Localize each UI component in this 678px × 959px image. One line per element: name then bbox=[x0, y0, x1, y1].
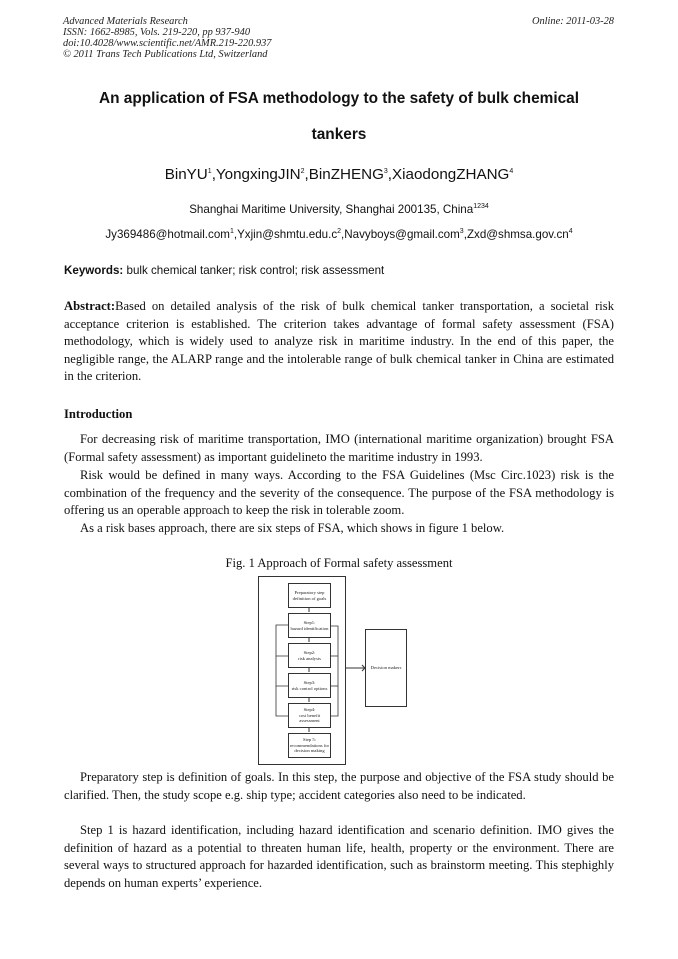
author-name: XiaodongZHANG bbox=[392, 166, 510, 183]
issn-line: ISSN: 1662-8985, Vols. 219-220, pp 937-940 bbox=[63, 27, 251, 38]
abstract-label: Abstract: bbox=[64, 299, 116, 313]
figure-caption: Fig. 1 Approach of Formal safety assessment bbox=[225, 556, 453, 570]
flow-step-3: Step3: risk control options bbox=[288, 673, 331, 698]
author-name: YongxingJIN bbox=[215, 166, 301, 183]
intro-paragraph-3: As a risk bases approach, there are six steps of FSA, which shows in figure 1 below. bbox=[80, 521, 505, 535]
keywords-label: Keywords: bbox=[64, 264, 124, 277]
abstract-text: Based on detailed analysis of the risk of bulk chemical tanker transportation, a societal risk acceptance criterion is established. The criterion takes advantage of formal safety assessment (FSA) methodology, which is widely used to analyze risk in maritime industry. In the end of this paper, the negligible range, the ALARP range and the intolerable range of bulk chemical tanker in China are estimated in the criterion. bbox=[64, 299, 614, 384]
paper-title-line-2: tankers bbox=[311, 126, 367, 143]
intro-paragraph-1: For decreasing risk of maritime transportation, IMO (international maritime organization) brought FSA (Formal safety assessment) as important guidelineto the maritime industry in 1993. bbox=[64, 432, 614, 464]
body-paragraph-2: Step 1 is hazard identification, including hazard identification and scenario definition. IMO gives the definition of hazard as a potential to threaten human life, health, property or the environment. There are several ways to structured approach for hazarded identification, such as brainstorm meeting. This stephighly depends on human experts’ experience. bbox=[64, 823, 614, 890]
email-address: Jy369486@hotmail.com bbox=[105, 228, 230, 241]
author-name: BinYU bbox=[164, 166, 208, 183]
flow-step-1: Step1: hazard identification bbox=[288, 613, 331, 638]
affiliation: Shanghai Maritime University, Shanghai 200135, China$^{1234}$ bbox=[189, 203, 489, 216]
keywords-text: bulk chemical tanker; risk control; risk assessment bbox=[126, 264, 385, 277]
paper-title-line-1: An application of FSA methodology to the safety of bulk chemical bbox=[98, 90, 579, 107]
introduction-heading: Introduction bbox=[64, 407, 133, 421]
flow-step-preparatory: Preparatory step definition of goals bbox=[288, 583, 331, 608]
author-list: BinYU$^1$,YongxingJIN$^2$,BinZHENG$^3$,XiaodongZHANG$^4$ bbox=[164, 166, 514, 183]
email-address: Navyboys@gmail.com bbox=[344, 228, 460, 241]
online-date: Online: 2011-03-28 bbox=[531, 16, 614, 27]
flow-step-5: Step 5: recommendations for decision making bbox=[288, 733, 331, 758]
flow-step-2: Step2: risk analysis bbox=[288, 643, 331, 668]
email-list: $Jy369486@hotmail.com^1,Yxjin@shmtu.edu.c^2,Navyboys@gmail.com^3,Zxd@shmsa.gov.cn^4$ bbox=[105, 228, 573, 241]
journal-name: Advanced Materials Research bbox=[63, 16, 188, 27]
journal-header bbox=[63, 16, 271, 60]
feedback-loop bbox=[331, 626, 338, 716]
copyright-line: © 2011 Trans Tech Publications Ltd, Switzerland bbox=[63, 49, 268, 60]
intro-paragraph-2: Risk would be defined in many ways. According to the FSA Guidelines (Msc Circ.1023) risk is the combination of the frequency and the severity of the consequence. The purpose of the FSA methodology is offering us an operable approach to keep the risk in tolerable zoom. bbox=[64, 468, 614, 518]
flow-step-4: Step4: cost benefit assessment bbox=[288, 703, 331, 728]
author-name: BinZHENG bbox=[308, 166, 384, 183]
email-address: Zxd@shmsa.gov.cn bbox=[466, 228, 569, 241]
abstract bbox=[64, 298, 614, 386]
email-address: Yxjin@shmtu.edu.c bbox=[237, 228, 338, 241]
feedback-loop bbox=[276, 686, 288, 716]
feedback-loop bbox=[276, 656, 288, 686]
keywords bbox=[64, 264, 384, 277]
feedback-loop bbox=[276, 625, 288, 656]
flow-decision-makers: Decision makers bbox=[365, 629, 407, 707]
doi-line: doi:10.4028/www.scientific.net/AMR.219-220.937 bbox=[63, 38, 272, 49]
body-paragraph-1: Preparatory step is definition of goals. In this step, the purpose and objective of the FSA study should be clarified. Then, the study scope e.g. ship type; accident categories also need to be indicated. bbox=[64, 770, 614, 802]
